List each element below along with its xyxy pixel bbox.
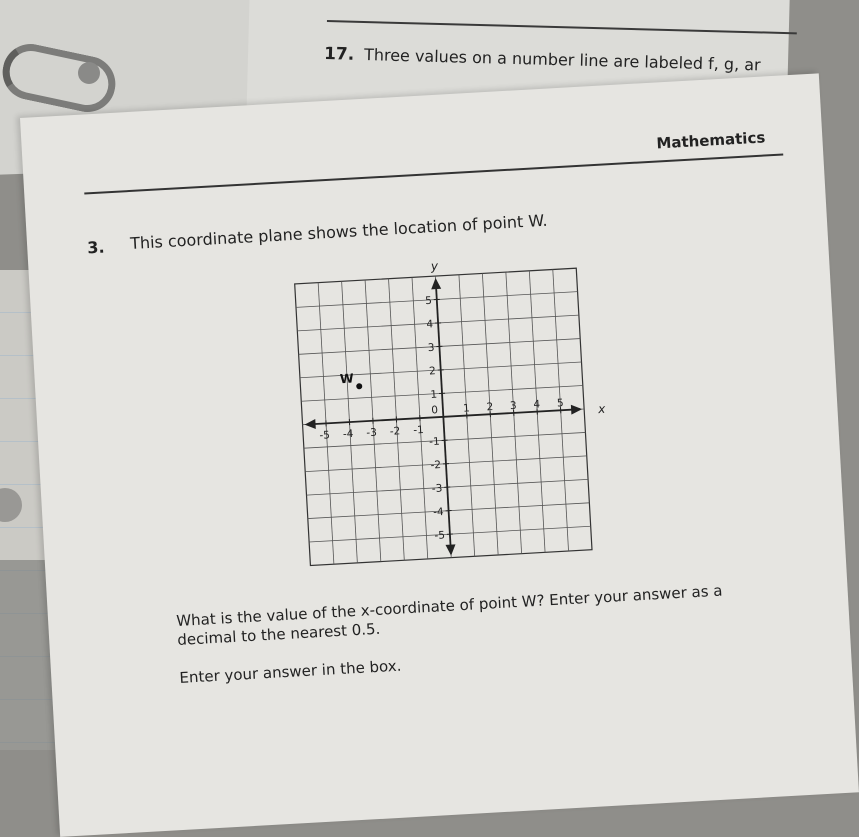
x-tick-label: 4: [533, 398, 541, 410]
x-axis-arrow-left: [304, 419, 316, 430]
x-tick-label: 2: [486, 401, 493, 413]
x-tick-label: 5: [557, 397, 564, 409]
header-rule: [84, 153, 783, 194]
y-tick-label: -5: [434, 529, 445, 542]
y-tick-label: 4: [426, 318, 434, 330]
question-3-number: 3.: [87, 237, 105, 257]
x-tick-label: -3: [366, 427, 377, 440]
y-axis-arrow-up: [431, 278, 442, 290]
y-tick-label: 5: [425, 295, 432, 307]
question-prompt: What is the value of the x-coordinate of point W? Enter your answer as a decimal to the nearest 0.5.: [176, 579, 777, 650]
origin-label: 0: [431, 404, 438, 416]
answer-rule: [327, 20, 797, 34]
binder-ring-hole: [78, 62, 100, 84]
y-tick-label: -2: [430, 459, 441, 472]
y-tick-label: 3: [427, 342, 434, 354]
y-tick-label: -1: [429, 436, 440, 449]
x-tick-label: -2: [390, 425, 401, 438]
y-axis-label: y: [430, 259, 440, 273]
x-tick-label: 1: [463, 402, 470, 414]
point-w-label: W: [339, 371, 354, 387]
x-tick-label: -5: [319, 429, 330, 442]
x-tick-label: 3: [510, 400, 517, 412]
coordinate-plane: [274, 243, 611, 580]
x-axis-arrow-right: [571, 404, 583, 415]
point-w-marker: [356, 383, 362, 389]
y-tick-label: 2: [429, 365, 436, 377]
main-worksheet: [20, 73, 859, 837]
y-axis-arrow-down: [445, 544, 456, 556]
coordinate-plane-svg: [274, 243, 611, 580]
y-tick-label: 1: [430, 389, 437, 401]
x-axis-label: x: [597, 402, 607, 416]
x-tick-label: -4: [343, 428, 354, 441]
y-tick-label: -4: [433, 506, 444, 519]
x-tick-label: -1: [413, 424, 424, 437]
answer-instruction: Enter your answer in the box.: [179, 657, 402, 687]
y-tick-label: -3: [432, 483, 443, 496]
question-3-text: This coordinate plane shows the location of point W.: [130, 211, 548, 253]
question-17-number: 17.: [324, 44, 355, 65]
subject-header: Mathematics: [656, 128, 766, 152]
question-17-text: Three values on a number line are labeled f, g, ar: [364, 45, 761, 74]
